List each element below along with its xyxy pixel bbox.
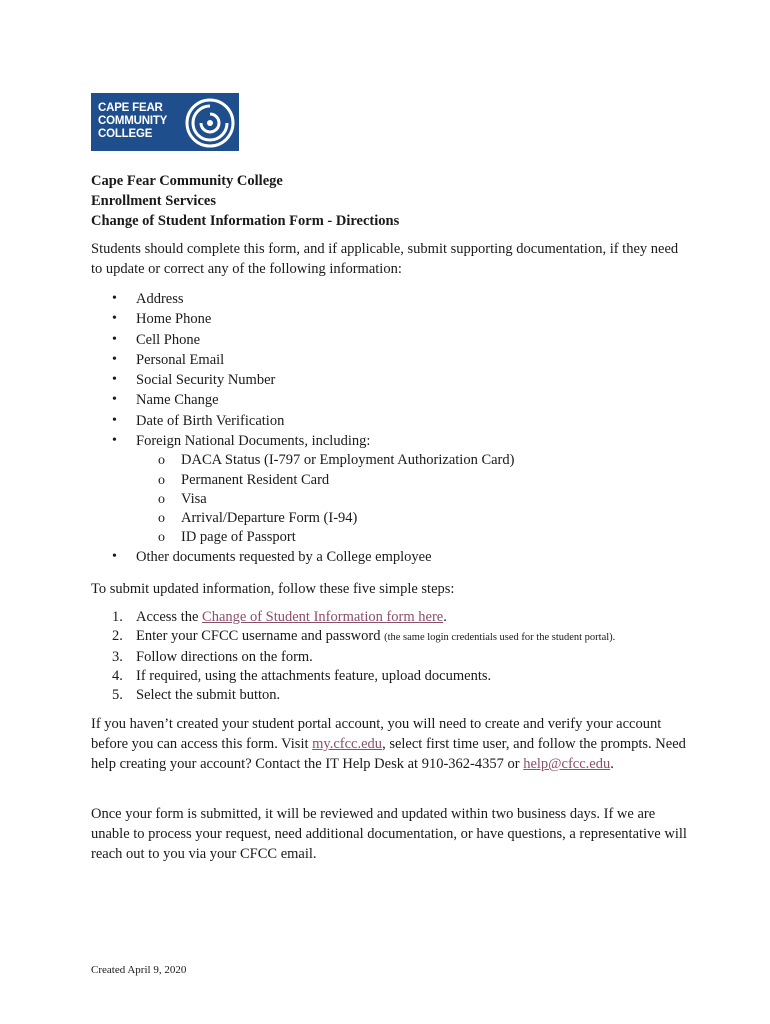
step-item	[91, 667, 615, 686]
department-name: Enrollment Services	[91, 193, 216, 209]
step-number: 4.	[112, 667, 123, 684]
paragraph-text: .	[610, 756, 614, 772]
list-item: • Cell Phone	[91, 330, 514, 350]
change-info-form-link[interactable]: Change of Student Information form here	[202, 609, 444, 625]
list-item: • Personal Email	[91, 350, 514, 370]
step-item	[91, 648, 615, 667]
paragraph-text: If you haven’t created your student portal account, you will need to create and verify your account before you can access this form. Visit	[91, 716, 662, 752]
sub-list-item: o Visa	[136, 490, 514, 509]
logo-line: COLLEGE	[98, 128, 153, 140]
step-text: Select the submit button.	[136, 687, 281, 704]
step-number: 2.	[112, 628, 123, 645]
list-item: • Name Change	[91, 390, 514, 410]
step-text: Enter your CFCC username and password	[136, 628, 385, 645]
intro-paragraph: Students should complete this form, and if applicable, submit supporting documentation, if they need to update or correct any of the following information:	[91, 241, 679, 277]
step-number: 5.	[112, 687, 123, 704]
sub-list-item: o Arrival/Departure Form (I-94)	[136, 509, 514, 528]
list-item: • Home Phone	[91, 309, 514, 329]
logo-swirl-icon	[183, 96, 237, 150]
list-item-foreign-documents	[91, 431, 514, 547]
step-note: (the same login credentials used for the student portal).	[384, 632, 616, 644]
college-logo	[91, 93, 239, 151]
step-number: 1.	[112, 609, 123, 625]
sub-list-item: o Permanent Resident Card	[136, 471, 514, 490]
sub-list-item: o DACA Status (I-797 or Employment Authorization Card)	[136, 451, 514, 470]
step-number: 3.	[112, 648, 123, 665]
my-cfcc-link[interactable]: my.cfcc.edu	[312, 736, 383, 752]
paragraph-text: , select first time user, and follow the prompts. Need help creating your account? Contact the IT Help Desk at 910-362-4357 or	[91, 736, 686, 772]
step-item	[91, 627, 615, 647]
step-text: If required, using the attachments feature, upload documents.	[136, 667, 492, 684]
logo-line: COMMUNITY	[98, 115, 168, 127]
steps-list	[91, 608, 615, 705]
list-item: • Address	[91, 289, 514, 309]
step-item	[91, 686, 615, 705]
help-email-link[interactable]: help@cfcc.edu	[523, 756, 611, 772]
logo-line: CAPE FEAR	[98, 102, 163, 114]
info-list	[91, 289, 514, 568]
step-text: Access the	[136, 609, 203, 625]
step-item	[91, 608, 615, 627]
portal-account-paragraph	[91, 714, 691, 774]
created-date-footer: Created April 9, 2020	[91, 964, 187, 976]
institution-name: Cape Fear Community College	[91, 173, 283, 189]
page-title: Change of Student Information Form - Directions	[91, 213, 400, 229]
list-item: • Social Security Number	[91, 370, 514, 390]
steps-intro: To submit updated information, follow these five simple steps:	[91, 581, 455, 597]
logo-wordmark	[98, 102, 167, 141]
sub-list-item: o ID page of Passport	[136, 528, 514, 547]
list-item: • Other documents requested by a College employee	[91, 547, 514, 567]
review-paragraph: Once your form is submitted, it will be reviewed and updated within two business days. If we are unable to process your request, need additional documentation, or have questions, a representative will reach out to you via your CFCC email.	[91, 806, 687, 862]
document-header	[91, 171, 399, 231]
list-item-label: Foreign National Documents, including:	[136, 433, 371, 450]
step-text: .	[443, 609, 447, 625]
step-text: Follow directions on the form.	[136, 648, 313, 665]
foreign-documents-sublist	[136, 451, 514, 547]
list-item: • Date of Birth Verification	[91, 411, 514, 431]
